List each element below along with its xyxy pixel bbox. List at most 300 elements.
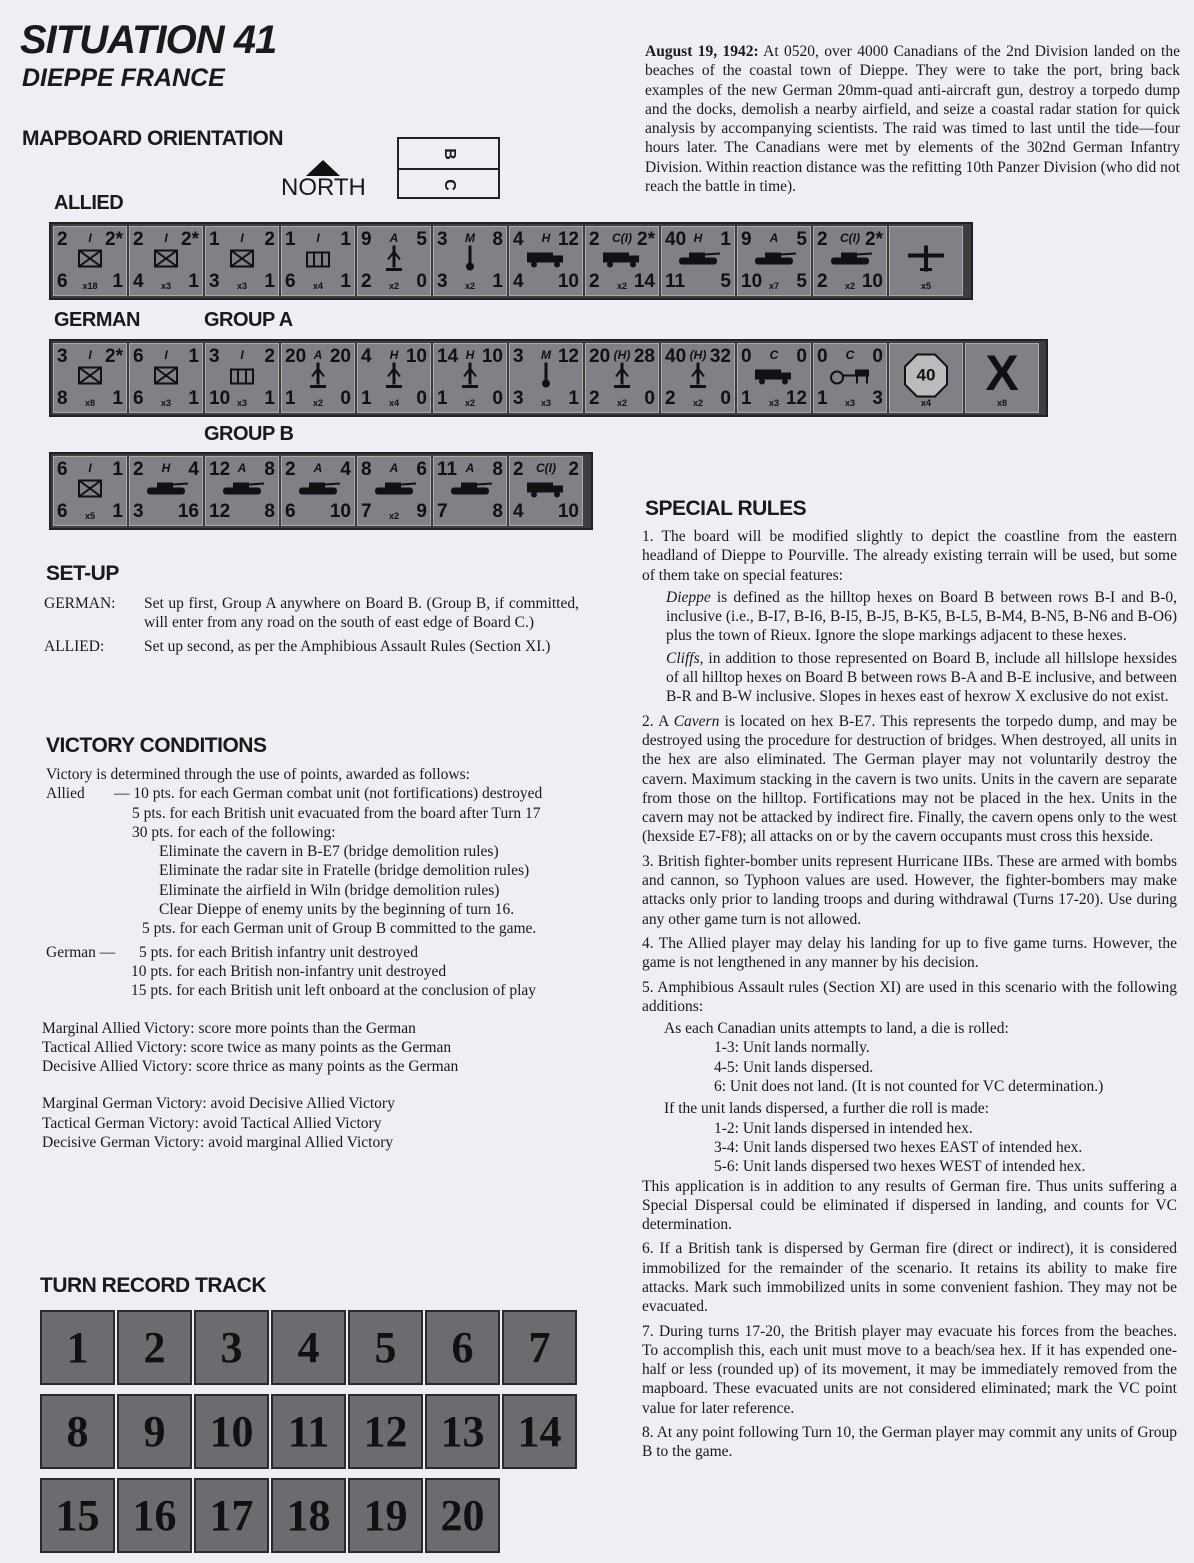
turn-number: 3 bbox=[220, 1323, 243, 1372]
setup-heading: SET-UP bbox=[46, 562, 119, 585]
counter-bl-value: 11 bbox=[665, 271, 686, 292]
turn-box[interactable] bbox=[40, 1310, 115, 1385]
turn-box[interactable] bbox=[348, 1310, 423, 1385]
counter-br-value: 0 bbox=[492, 388, 503, 409]
german-a-counter bbox=[357, 343, 431, 413]
tank-icon bbox=[295, 479, 341, 504]
counter-tr-value: 2* bbox=[865, 229, 883, 250]
german-a-counter bbox=[965, 343, 1039, 413]
victory-german-item: 5 pts. for each British infantry unit destroyed bbox=[139, 943, 418, 961]
counter-tc-value: C(I) bbox=[536, 461, 556, 475]
counter-tl-value: 14 bbox=[437, 346, 459, 367]
turn-number: 18 bbox=[286, 1491, 331, 1540]
counter-tr-value: 2* bbox=[105, 346, 123, 367]
counter-br-value: 0 bbox=[340, 388, 351, 409]
counter-bc-value: x3 bbox=[540, 398, 551, 408]
counter-bl-value: 10 bbox=[209, 388, 231, 409]
turn-box[interactable] bbox=[271, 1310, 346, 1385]
counter-bl-value: 1 bbox=[741, 388, 752, 409]
plane-icon bbox=[906, 244, 946, 279]
counter-br-value: 14 bbox=[633, 271, 655, 292]
rule-8: 8. At any point following Turn 10, the German player may commit any units of Group B to the game. bbox=[642, 1424, 1177, 1461]
counter-tr-value: 4 bbox=[340, 459, 351, 480]
counter-tc-value: A bbox=[313, 348, 323, 362]
counter-tl-value: 20 bbox=[589, 346, 611, 367]
rule-3: 3. British fighter-bomber units represent Hurricane IIBs. These are armed with bombs and cannon, so Typhoon values are used. However, the fighter-bombers may make attacks only prior to landing troops and during withdrawal (Turns 17-20). Use during any other game turn is not allowed. bbox=[642, 852, 1177, 928]
counter-bc-value: x8 bbox=[996, 398, 1007, 408]
turn-number: 9 bbox=[143, 1407, 166, 1456]
counter-bc-value: x3 bbox=[236, 281, 247, 291]
rule-5-roll-result: 5-6: Unit lands dispersed two hexes WEST of intended hex. bbox=[714, 1158, 1086, 1176]
counter-tl-value: 2 bbox=[513, 459, 524, 480]
rule-4: 4. The Allied player may delay his landing for up to five game turns. However, the game is not lengthened in any manner by his decision. bbox=[642, 934, 1177, 972]
counter-tr-value: 2 bbox=[264, 229, 275, 250]
victory-intro: Victory is determined through the use of points, awarded as follows: bbox=[46, 766, 470, 783]
counter-bl-value: 3 bbox=[513, 388, 524, 409]
allied-counter bbox=[661, 226, 735, 296]
counter-tc-value: I bbox=[240, 231, 244, 245]
counter-bl-value: 7 bbox=[361, 501, 372, 522]
allied-counter bbox=[205, 226, 279, 296]
counter-bc-value: x2 bbox=[844, 281, 855, 291]
counter-tr-value: 12 bbox=[557, 346, 579, 367]
allied-counter bbox=[737, 226, 811, 296]
allied-counter bbox=[889, 226, 963, 296]
counter-br-value: 10 bbox=[557, 271, 579, 292]
german-a-counter bbox=[509, 343, 583, 413]
gun-icon bbox=[384, 363, 404, 394]
counter-bc-value: x2 bbox=[464, 281, 475, 291]
counter-tc-value: A bbox=[389, 461, 399, 475]
german-group-a-counter-strip bbox=[49, 339, 1048, 417]
fort-value: 40 bbox=[916, 365, 936, 385]
allied-counter bbox=[281, 226, 355, 296]
turn-number: 1 bbox=[66, 1323, 89, 1372]
counter-bc-value: x2 bbox=[616, 398, 627, 408]
infantry-icon bbox=[78, 480, 102, 503]
turn-box[interactable] bbox=[40, 1394, 115, 1469]
victory-allied-item: — 10 pts. for each German combat unit (not fortifications) destroyed bbox=[114, 785, 543, 803]
counter-tc-value: H bbox=[465, 348, 475, 362]
counter-tr-value: 10 bbox=[405, 346, 427, 367]
counter-br-value: 1 bbox=[188, 388, 199, 409]
counter-tc-value: C(I) bbox=[612, 231, 632, 245]
counter-tc-value: I bbox=[164, 348, 168, 362]
counter-tc-value: C bbox=[845, 348, 855, 362]
counter-bl-value: 10 bbox=[741, 271, 763, 292]
counter-bc-value: x3 bbox=[160, 398, 171, 408]
counter-bl-value: 4 bbox=[513, 271, 524, 292]
german-label: GERMAN bbox=[54, 309, 140, 331]
counter-bc-value: x3 bbox=[768, 398, 779, 408]
counter-tc-value: (H) bbox=[613, 348, 631, 362]
counter-tr-value: 0 bbox=[872, 346, 883, 367]
tank-icon bbox=[143, 479, 189, 504]
victory-allied-item: 5 pts. for each British unit evacuated from the board after Turn 17 bbox=[132, 804, 541, 822]
turn-record-track bbox=[40, 1310, 580, 1556]
victory-german-item: 15 pts. for each British unit left onboard at the conclusion of play bbox=[131, 982, 537, 1000]
counter-bl-value: 4 bbox=[513, 501, 524, 522]
setup-section bbox=[44, 594, 579, 656]
counter-tl-value: 4 bbox=[361, 346, 372, 367]
counter-bc-value: x4 bbox=[388, 398, 399, 408]
counter-br-value: 8 bbox=[492, 501, 503, 522]
intro-text: At 0520, over 4000 Canadians of the 2nd Division landed on the beaches of the coastal town of Dieppe. They were to take the port, bring back examples of the new German 20mm-quad anti-aircraft gun, destroy a torpedo dump and the docks, demolish a nearby airfield, and seize a coastal radar station for quick analysis by accompanying scientists. The raid was timed to last until the tide—four hours later. The Canadians were met by elements of the 302nd German Infantry Division. Within reaction distance was the refitting 10th Panzer Division (who did not reach the battle in time). bbox=[645, 43, 1180, 196]
counter-tl-value: 2 bbox=[57, 229, 68, 250]
victory-german-item: 10 pts. for each British non-infantry unit destroyed bbox=[131, 962, 447, 980]
counter-tr-value: 20 bbox=[329, 346, 351, 367]
counter-tc-value: H bbox=[693, 231, 703, 245]
counter-bl-value: 1 bbox=[285, 388, 296, 409]
turn-number: 8 bbox=[66, 1407, 89, 1456]
victory-allied-subitem: Eliminate the radar site in Fratelle (bridge demolition rules) bbox=[159, 862, 530, 880]
counter-tl-value: 1 bbox=[209, 229, 220, 250]
rule-5-roll-result: 6: Unit does not land. (It is not counted for VC determination.) bbox=[714, 1078, 1104, 1096]
counter-tl-value: 20 bbox=[285, 346, 307, 367]
counter-tr-value: 28 bbox=[633, 346, 655, 367]
tank-icon bbox=[371, 479, 417, 504]
counter-br-value: 0 bbox=[416, 388, 427, 409]
gun-icon bbox=[460, 363, 480, 394]
german-a-counter bbox=[281, 343, 355, 413]
tank-icon bbox=[447, 479, 493, 504]
turn-box[interactable] bbox=[117, 1394, 192, 1469]
german-a-counter bbox=[737, 343, 811, 413]
counter-bc-value: x4 bbox=[312, 281, 323, 291]
counter-bl-value: 2 bbox=[589, 271, 600, 292]
hq-icon bbox=[230, 367, 254, 390]
counter-bc-value: x3 bbox=[160, 281, 171, 291]
counter-tr-value: 8 bbox=[492, 229, 503, 250]
rule-1: 1. The board will be modified slightly to depict the coastline from the eastern headland of Dieppe to Pourville. The already existing terrain will be used, but some of them take on special features: bbox=[642, 528, 1177, 584]
counter-tr-value: 12 bbox=[557, 229, 579, 250]
turn-box[interactable] bbox=[348, 1394, 423, 1469]
counter-tr-value: 4 bbox=[188, 459, 199, 480]
rule-5-roll-result: 1-2: Unit lands dispersed in intended hex. bbox=[714, 1119, 973, 1137]
turn-box[interactable] bbox=[117, 1478, 192, 1553]
counter-tl-value: 3 bbox=[209, 346, 220, 367]
rule-5-first-roll: As each Canadian units attempts to land, a die is rolled: bbox=[664, 1020, 1009, 1038]
turn-box[interactable] bbox=[117, 1310, 192, 1385]
counter-br-value: 1 bbox=[188, 271, 199, 292]
allied-label: ALLIED bbox=[54, 192, 124, 214]
allied-counter bbox=[53, 226, 127, 296]
turn-box[interactable] bbox=[425, 1310, 500, 1385]
counter-br-value: 10 bbox=[557, 501, 579, 522]
turn-number: 16 bbox=[132, 1491, 177, 1540]
board-c: C bbox=[440, 178, 458, 191]
victory-section bbox=[42, 765, 581, 1152]
counter-tl-value: 4 bbox=[513, 229, 524, 250]
counter-bc-value: x2 bbox=[388, 281, 399, 291]
rule-5-roll-result: 4-5: Unit lands dispersed. bbox=[714, 1058, 874, 1076]
counter-tc-value: I bbox=[88, 231, 92, 245]
counter-bl-value: 3 bbox=[209, 271, 220, 292]
hq-icon bbox=[306, 250, 330, 273]
counter-bc-value: x2 bbox=[312, 398, 323, 408]
allied-counter bbox=[357, 226, 431, 296]
victory-allied-subitem: Eliminate the cavern in B-E7 (bridge demolition rules) bbox=[159, 843, 499, 861]
german-a-counter bbox=[129, 343, 203, 413]
allied-counter bbox=[813, 226, 887, 296]
counter-tl-value: 40 bbox=[665, 346, 687, 367]
counter-tc-value: I bbox=[88, 461, 92, 475]
counter-br-value: 9 bbox=[416, 501, 427, 522]
allied-counter-strip bbox=[49, 222, 973, 300]
truck-icon bbox=[753, 366, 795, 391]
counter-bc-value: x5 bbox=[920, 281, 931, 291]
victory-allied-last: 5 pts. for each German unit of Group B committed to the game. bbox=[142, 920, 537, 938]
gun-icon bbox=[384, 246, 404, 277]
counter-tl-value: 2 bbox=[133, 459, 144, 480]
counter-tr-value: 2* bbox=[105, 229, 123, 250]
allied-counter bbox=[509, 226, 583, 296]
turn-number: 11 bbox=[287, 1407, 330, 1456]
german-a-counter bbox=[661, 343, 735, 413]
counter-tr-value: 8 bbox=[492, 459, 503, 480]
group-b-label: GROUP B bbox=[204, 423, 294, 445]
counter-tl-value: 2 bbox=[133, 229, 144, 250]
counter-bl-value: 4 bbox=[133, 271, 144, 292]
tank-icon bbox=[219, 479, 265, 504]
infantry-icon bbox=[154, 367, 178, 390]
counter-tc-value: A bbox=[465, 461, 475, 475]
victory-level: Tactical German Victory: avoid Tactical Allied Victory bbox=[42, 1114, 382, 1132]
turn-number: 13 bbox=[440, 1407, 485, 1456]
counter-tr-value: 5 bbox=[796, 229, 807, 250]
german-b-counter bbox=[53, 456, 127, 526]
counter-br-value: 3 bbox=[872, 388, 883, 409]
turn-box[interactable] bbox=[194, 1394, 269, 1469]
counter-tl-value: 3 bbox=[513, 346, 524, 367]
truck-icon bbox=[525, 249, 567, 274]
counter-bc-value: x18 bbox=[82, 281, 98, 291]
rule-1-cliffs: Cliffs, in addition to those represented on Board B, include all hillslope hexsides of all hilltop hexes on Board B between rows B-A and B-E inclusive, and between B-R and B-W inclusive. Slopes in hexes east of hexrow X exclusive do not exist. bbox=[666, 649, 1177, 706]
counter-bl-value: 2 bbox=[361, 271, 372, 292]
counter-br-value: 12 bbox=[785, 388, 807, 409]
counter-bl-value: 7 bbox=[437, 501, 448, 522]
counter-br-value: 0 bbox=[644, 388, 655, 409]
counter-tc-value: I bbox=[164, 231, 168, 245]
counter-bc-value: x2 bbox=[692, 398, 703, 408]
turn-box[interactable] bbox=[40, 1478, 115, 1553]
fort-icon bbox=[903, 353, 949, 404]
setup-german-text: Set up first, Group A anywhere on Board B. (Group B, if committed, will enter from any road on the south of east edge of Board C.) bbox=[144, 595, 579, 632]
german-b-counter bbox=[509, 456, 583, 526]
turn-number: 7 bbox=[528, 1323, 551, 1372]
counter-bl-value: 1 bbox=[437, 388, 448, 409]
counter-tr-value: 32 bbox=[709, 346, 731, 367]
rule-5: 5. Amphibious Assault rules (Section XI) are used in this scenario with the following additions: bbox=[642, 978, 1177, 1015]
wagon-icon bbox=[827, 366, 873, 391]
counter-bl-value: 6 bbox=[57, 501, 68, 522]
counter-bc-value: x7 bbox=[768, 281, 779, 291]
counter-tl-value: 12 bbox=[209, 459, 231, 480]
german-group-b-counter-strip bbox=[49, 452, 593, 530]
turn-box[interactable] bbox=[271, 1394, 346, 1469]
turn-box[interactable] bbox=[502, 1310, 577, 1385]
counter-tc-value: M bbox=[541, 348, 551, 362]
counter-tc-value: H bbox=[161, 461, 171, 475]
rule-5-roll-result: 1-3: Unit lands normally. bbox=[714, 1039, 870, 1057]
page-title: SITUATION 41 bbox=[20, 18, 277, 62]
victory-allied-item: 30 pts. for each of the following: bbox=[132, 823, 336, 841]
victory-heading: VICTORY CONDITIONS bbox=[46, 734, 267, 757]
counter-bl-value: 6 bbox=[285, 271, 296, 292]
tank-icon bbox=[751, 249, 797, 274]
counter-br-value: 1 bbox=[112, 501, 123, 522]
counter-bc-value: x3 bbox=[844, 398, 855, 408]
victory-german-label: German — bbox=[46, 943, 116, 961]
counter-tr-value: 10 bbox=[481, 346, 503, 367]
orientation-heading: MAPBOARD ORIENTATION bbox=[22, 127, 284, 150]
counter-tl-value: 6 bbox=[57, 459, 68, 480]
tank-icon bbox=[675, 249, 721, 274]
allied-counter bbox=[433, 226, 507, 296]
turn-number: 12 bbox=[363, 1407, 408, 1456]
turn-box[interactable] bbox=[348, 1478, 423, 1553]
counter-br-value: 10 bbox=[861, 271, 883, 292]
counter-tr-value: 1 bbox=[720, 229, 731, 250]
mortar-icon bbox=[538, 363, 554, 394]
turn-number: 10 bbox=[209, 1407, 254, 1456]
special-rules-heading: SPECIAL RULES bbox=[645, 497, 807, 520]
victory-level: Tactical Allied Victory: score twice as many points as the German bbox=[42, 1038, 452, 1056]
counter-tr-value: 1 bbox=[188, 346, 199, 367]
german-b-counter bbox=[129, 456, 203, 526]
counter-tl-value: 40 bbox=[665, 229, 687, 250]
victory-allied-label: Allied bbox=[46, 785, 85, 803]
counter-tl-value: 1 bbox=[285, 229, 296, 250]
counter-br-value: 1 bbox=[340, 271, 351, 292]
counter-br-value: 16 bbox=[177, 501, 199, 522]
counter-bl-value: 3 bbox=[437, 271, 448, 292]
counter-br-value: 10 bbox=[329, 501, 351, 522]
counter-bc-value: x2 bbox=[616, 281, 627, 291]
counter-tr-value: 1 bbox=[340, 229, 351, 250]
counter-tl-value: 8 bbox=[361, 459, 372, 480]
counter-tl-value: 0 bbox=[741, 346, 752, 367]
turn-box[interactable] bbox=[194, 1310, 269, 1385]
victory-allied-subitem: Eliminate the airfield in Wiln (bridge demolition rules) bbox=[159, 881, 500, 899]
german-b-counter bbox=[281, 456, 355, 526]
counter-tc-value: A bbox=[389, 231, 399, 245]
setup-allied-text: Set up second, as per the Amphibious Assault Rules (Section XI.) bbox=[144, 637, 551, 655]
german-a-counter bbox=[53, 343, 127, 413]
counter-tl-value: 3 bbox=[437, 229, 448, 250]
counter-tl-value: 0 bbox=[817, 346, 828, 367]
counter-tr-value: 8 bbox=[264, 459, 275, 480]
rule-5-second-roll: If the unit lands dispersed, a further die roll is made: bbox=[664, 1100, 989, 1118]
counter-bl-value: 12 bbox=[209, 501, 231, 522]
special-rules-section bbox=[642, 527, 1177, 1462]
victory-level: Marginal Allied Victory: score more points than the German bbox=[42, 1019, 416, 1037]
mapboard-diagram bbox=[397, 137, 500, 199]
counter-tc-value: I bbox=[240, 348, 244, 362]
german-b-counter bbox=[357, 456, 431, 526]
counter-br-value: 5 bbox=[796, 271, 807, 292]
counter-tr-value: 2 bbox=[568, 459, 579, 480]
counter-tl-value: 6 bbox=[133, 346, 144, 367]
allied-counter bbox=[585, 226, 659, 296]
board-b: B bbox=[399, 139, 498, 170]
gun-icon bbox=[688, 363, 708, 394]
infantry-icon bbox=[154, 250, 178, 273]
turn-box[interactable] bbox=[425, 1394, 500, 1469]
counter-tr-value: 0 bbox=[796, 346, 807, 367]
turn-box[interactable] bbox=[194, 1478, 269, 1553]
intro-paragraph bbox=[645, 42, 1180, 196]
counter-tc-value: A bbox=[769, 231, 779, 245]
group-a-label: GROUP A bbox=[204, 309, 293, 331]
counter-tc-value: H bbox=[541, 231, 551, 245]
truck-icon bbox=[525, 479, 567, 504]
turn-track-heading: TURN RECORD TRACK bbox=[40, 1274, 266, 1297]
turn-number: 20 bbox=[440, 1491, 485, 1540]
turn-number: 17 bbox=[209, 1491, 254, 1540]
turn-number: 14 bbox=[517, 1407, 562, 1456]
rule-6: 6. If a British tank is dispersed by German fire (direct or indirect), it is considered immobilized for the remainder of the scenario. It retains its ability to make fire attacks. Mark such immobilized units in some convenient fashion. They may not be evacuated. bbox=[642, 1240, 1177, 1316]
counter-tc-value: A bbox=[237, 461, 247, 475]
turn-number: 5 bbox=[374, 1323, 397, 1372]
counter-tl-value: 9 bbox=[741, 229, 752, 250]
counter-tc-value: C bbox=[769, 348, 779, 362]
counter-tl-value: 2 bbox=[817, 229, 828, 250]
counter-tc-value: I bbox=[316, 231, 320, 245]
rule-7: 7. During turns 17-20, the British player may evacuate his forces from the beaches. To accomplish this, each unit must move to a beach/sea hex. If it has expended one-half or less (rounded up) of its movement, it may be immediately removed from the mapboard. These evacuated units are not considered eliminated; mark the VC point value for later reference. bbox=[642, 1322, 1177, 1417]
page-subtitle: DIEPPE FRANCE bbox=[22, 64, 225, 92]
german-a-counter bbox=[433, 343, 507, 413]
counter-tc-value: M bbox=[465, 231, 475, 245]
counter-bc-value: x4 bbox=[920, 398, 931, 408]
counter-br-value: 0 bbox=[720, 388, 731, 409]
intro-date: August 19, 1942: bbox=[645, 43, 759, 60]
counter-br-value: 8 bbox=[264, 501, 275, 522]
counter-bc-value: x8 bbox=[84, 398, 95, 408]
mines-mark: X bbox=[985, 344, 1019, 401]
infantry-icon bbox=[78, 367, 102, 390]
counter-bl-value: 2 bbox=[665, 388, 676, 409]
north-label: NORTH bbox=[281, 174, 366, 201]
victory-level: Marginal German Victory: avoid Decisive Allied Victory bbox=[42, 1095, 395, 1113]
counter-tr-value: 6 bbox=[416, 459, 427, 480]
turn-box[interactable] bbox=[425, 1478, 500, 1553]
rule-5-roll-result: 3-4: Unit lands dispersed two hexes EAST of intended hex. bbox=[714, 1138, 1083, 1156]
counter-tr-value: 5 bbox=[416, 229, 427, 250]
infantry-icon bbox=[78, 250, 102, 273]
counter-bl-value: 2 bbox=[817, 271, 828, 292]
victory-level: Decisive German Victory: avoid marginal Allied Victory bbox=[42, 1134, 394, 1152]
counter-tl-value: 3 bbox=[57, 346, 68, 367]
rule-5-note: This application is in addition to any results of German fire. Thus units suffering a Special Dispersal could be eliminated if dispersed in landing, and counts for VC determination. bbox=[642, 1177, 1177, 1234]
counter-tl-value: 11 bbox=[437, 459, 458, 480]
turn-box[interactable] bbox=[271, 1478, 346, 1553]
rule-1-dieppe: Dieppe is defined as the hilltop hexes on Board B between rows B-I and B-0, inclusive (i.e., B-I7, B-I6, B-I5, B-J5, B-K5, B-L5, B-M4, B-N5, B-N6 and B-O6) plus the town of Rieux. Ignore the slope markings adjacent to these hexes. bbox=[666, 588, 1178, 645]
german-b-counter bbox=[433, 456, 507, 526]
tank-icon bbox=[827, 249, 873, 274]
counter-tc-value: A bbox=[313, 461, 323, 475]
counter-bc-value: x3 bbox=[236, 398, 247, 408]
turn-box[interactable] bbox=[502, 1394, 577, 1469]
turn-number: 2 bbox=[143, 1323, 166, 1372]
counter-br-value: 0 bbox=[416, 271, 427, 292]
infantry-icon bbox=[230, 250, 254, 273]
victory-level: Decisive Allied Victory: score thrice as many points as the German bbox=[42, 1058, 459, 1076]
counter-bc-value: x5 bbox=[84, 511, 95, 521]
counter-br-value: 1 bbox=[112, 271, 123, 292]
counter-tl-value: 2 bbox=[589, 229, 600, 250]
counter-bc-value: x2 bbox=[388, 511, 399, 521]
